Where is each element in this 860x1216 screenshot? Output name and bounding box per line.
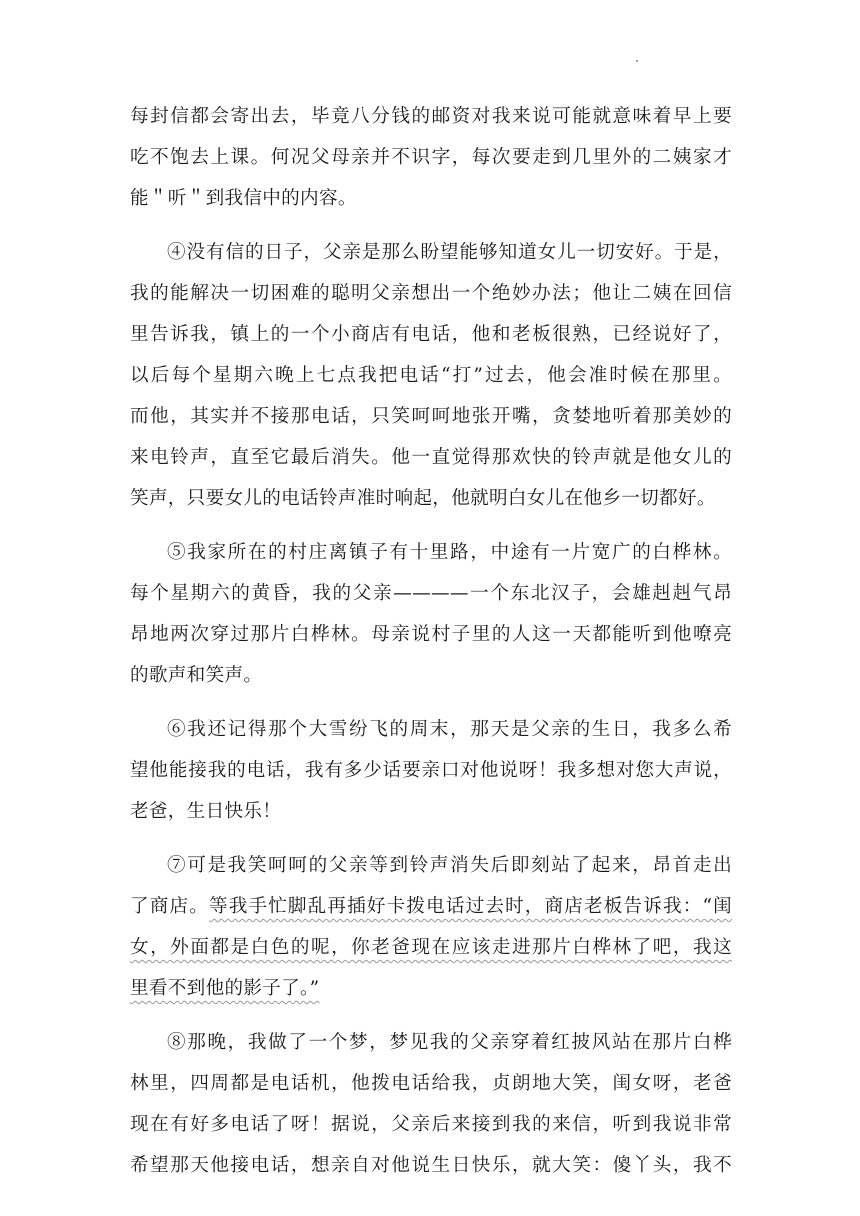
- text-line: 而他，其实并不接那电话，只笑呵呵地张开嘴，贪婪地听着那美妙的: [130, 406, 732, 427]
- text-line: 每个星期六的黄昏，我的父亲————一个东北汉子，会雄赳赳气昂: [130, 583, 732, 604]
- text-line: 来电铃声，直至它最后消失。他一直觉得那欢快的铃声就是他女儿的: [130, 447, 732, 468]
- text-line: 昂地两次穿过那片白桦林。母亲说村子里的人这一天都能听到他嘹亮: [130, 624, 732, 645]
- text-line: ⑤我家所在的村庄离镇子有十里路，中途有一片宽广的白桦林。: [167, 542, 732, 563]
- article-body: [130, 96, 732, 1186]
- text-line: 望他能接我的电话，我有多少话要亲口对他说呀！我多想对您大声说，: [130, 760, 732, 781]
- text-line: 林里，四周都是电话机，他拨电话给我，贞朗地大笑，闺女呀，老爸: [130, 1073, 732, 1094]
- paragraph-7: [130, 845, 732, 1009]
- paragraph-8: [130, 1022, 732, 1186]
- text-line: 能＂听＂到我信中的内容。: [130, 188, 357, 209]
- underlined-sentence: 女，外面都是白色的呢，你老爸现在应该走进那片白桦林了吧，我这: [130, 937, 732, 958]
- text-line: ⑥我还记得那个大雪纷飞的周末，那天是父亲的生日，我多么希: [167, 719, 732, 740]
- text-line: 每封信都会寄出去，毕竟八分钱的邮资对我来说可能就意味着早上要: [130, 106, 732, 127]
- text-line: 现在有好多电话了呀！据说，父亲后来接到我的来信，听到我说非常: [130, 1114, 732, 1135]
- paragraph-5: [130, 532, 732, 696]
- paragraph-6: [130, 709, 732, 832]
- text-line: 老爸，生日快乐！: [130, 801, 282, 822]
- page-mark: [636, 60, 638, 62]
- text-line: 希望那天他接电话，想亲自对他说生日快乐，就大笑：傻丫头，我不: [130, 1155, 732, 1176]
- text-line: 笑声，只要女儿的电话铃声准时响起，他就明白女儿在他乡一切都好。: [130, 488, 716, 509]
- text-line: ⑧那晚，我做了一个梦，梦见我的父亲穿着红披风站在那片白桦: [167, 1032, 732, 1053]
- paragraph-4: [130, 232, 732, 519]
- text-line: ④没有信的日子，父亲是那么盼望能够知道女儿一切安好。于是，: [167, 242, 732, 263]
- text-line-mixed: [130, 886, 732, 927]
- text-line: [130, 927, 732, 968]
- underlined-sentence: 里看不到他的影子了。”: [130, 978, 320, 999]
- text-line: 我的能解决一切困难的聪明父亲想出一个绝妙办法；他让二姨在回信: [130, 283, 732, 304]
- paragraph-continuation: [130, 96, 732, 219]
- text-line: 以后每个星期六晚上七点我把电话“打”过去，他会准时候在那里。: [130, 365, 732, 386]
- text-line: 的歌声和笑声。: [130, 665, 263, 686]
- text-line: [130, 968, 732, 1009]
- text-line: 里告诉我，镇上的一个小商店有电话，他和老板很熟，已经说好了，: [130, 324, 732, 345]
- text-segment: 了商店。: [130, 896, 209, 917]
- text-line: ⑦可是我笑呵呵的父亲等到铃声消失后即刻站了起来，昂首走出: [167, 855, 732, 876]
- underlined-sentence: 等我手忙脚乱再插好卡拨电话过去时，商店老板告诉我：“闺: [208, 896, 733, 917]
- text-line: 吃不饱去上课。何况父母亲并不识字，每次要走到几里外的二姨家才: [130, 147, 732, 168]
